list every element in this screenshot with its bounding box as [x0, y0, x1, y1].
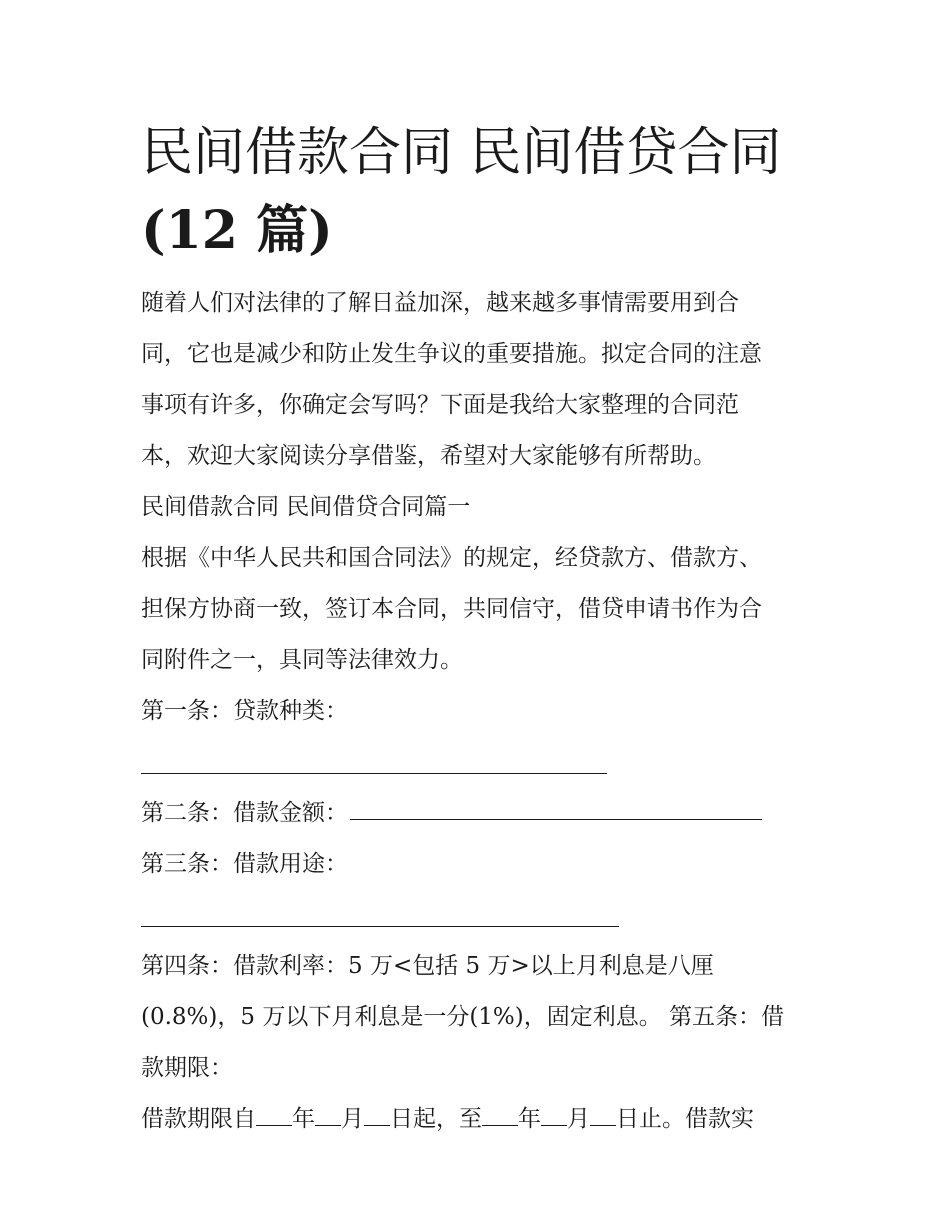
loan-type-blank [141, 749, 607, 774]
start-month-blank [315, 1101, 341, 1126]
term-day-1: 日起，至 [390, 1106, 482, 1132]
term-prefix: 借款期限自 [141, 1106, 256, 1132]
loan-purpose-blank [141, 902, 619, 927]
intro-line-2: 同，它也是减少和防止发生争议的重要措施。拟定合同的注意 [141, 341, 762, 367]
intro-line-3: 事项有许多，你确定会写吗？下面是我给大家整理的合同范 [141, 392, 739, 418]
clause-3-label: 第三条：借款用途： [141, 851, 348, 877]
term-day-2: 日止。借款实 [616, 1106, 754, 1132]
start-day-blank [364, 1101, 390, 1126]
clause-4-line-1: 第四条：借款利率：5 万<包括 5 万>以上月利息是八厘 [141, 953, 714, 979]
clause-2 [141, 788, 821, 839]
end-year-blank [482, 1101, 518, 1126]
term-year-1: 年 [292, 1106, 315, 1132]
clause-2-label: 第二条：借款金额： [141, 800, 348, 826]
preamble-line-2: 担保方协商一致，签订本合同，共同信守，借贷申请书作为合 [141, 596, 762, 622]
preamble-line-1: 根据《中华人民共和国合同法》的规定，经贷款方、借款方、 [141, 545, 762, 571]
clause-4-line-2: (0.8%)，5 万以下月利息是一分(1%)，固定利息。 第五条：借 [141, 1004, 785, 1030]
document-title [141, 114, 821, 270]
section-heading: 民间借款合同 民间借贷合同篇一 [141, 494, 471, 520]
loan-amount-blank [350, 795, 762, 820]
clause-5-line-2: 款期限： [141, 1055, 233, 1081]
term-month-1: 月 [341, 1106, 364, 1132]
clause-1-blank-row [141, 737, 821, 788]
start-year-blank [256, 1101, 292, 1126]
end-month-blank [541, 1101, 567, 1126]
title-line-2: (12 篇) [141, 200, 333, 261]
term-year-2: 年 [518, 1106, 541, 1132]
clause-3-blank-row [141, 890, 821, 941]
term-month-2: 月 [567, 1106, 590, 1132]
term-line [141, 1094, 821, 1145]
document-body [141, 278, 821, 1145]
title-line-1: 民间借款合同 民间借贷合同 [141, 123, 782, 183]
clause-1-label: 第一条：贷款种类： [141, 698, 348, 724]
end-day-blank [590, 1101, 616, 1126]
preamble-line-3: 同附件之一，具同等法律效力。 [141, 647, 463, 673]
intro-line-1: 随着人们对法律的了解日益加深，越来越多事情需要用到合 [141, 290, 739, 316]
intro-line-4: 本，欢迎大家阅读分享借鉴，希望对大家能够有所帮助。 [141, 443, 716, 469]
